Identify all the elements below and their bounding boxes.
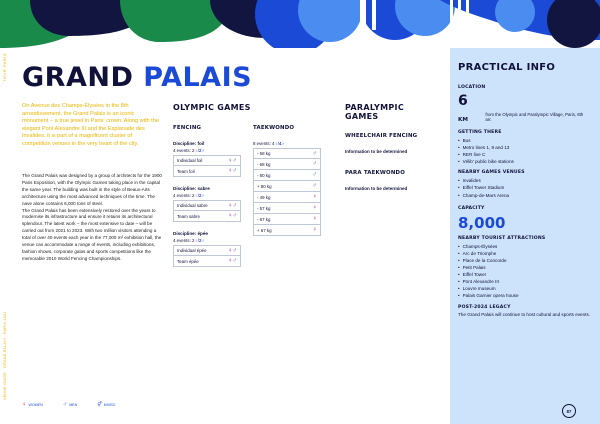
epee-events: 4 events: 2♀/2♂	[173, 238, 205, 243]
mixed-icon: ⚥	[97, 402, 102, 408]
wheelchair-fencing-info: Information to be determined	[345, 149, 408, 154]
attractions-list	[458, 243, 590, 300]
event-row: Individual épée ♀♂	[173, 245, 241, 256]
sabre-block	[173, 186, 241, 222]
gender-icons: ♀♂	[228, 202, 237, 209]
paralympic-heading-line2: GAMES	[345, 112, 379, 121]
foil-events: 4 events: 2♀/2♂	[173, 148, 205, 153]
taekwondo-events: 8 events: 4♀/4♂	[253, 141, 285, 146]
weight-class-row: - 57 kg ♀	[253, 203, 321, 214]
body-text	[22, 173, 162, 263]
body-paragraph: The Grand Palais has been extensively restored over the years to modernise its infrastructure and ensure it retains its architectural splendour. The latest work – the most extensive to date – will be carried out from 2021 to 2023. With two million visitors attending a total of over 40 events each year in the 77,000 m² exhibition hall, the venue can accommodate a range of events, including exhibitions, fashion shows, corporate galas and sports competitions like the memorable 2010 World Fencing Championships.	[22, 207, 162, 261]
weight-class-row: - 49 kg ♀	[253, 192, 321, 203]
female-icon: ♀	[194, 148, 198, 153]
practical-info-title: PRACTICAL INFO	[458, 62, 556, 73]
weight-class-row: - 80 kg ♂	[253, 170, 321, 181]
female-icon: ♀	[274, 141, 278, 146]
fencing-heading: FENCING	[173, 125, 202, 131]
female-icon: ♀	[312, 227, 317, 233]
event-row: Individual foil ♀♂	[173, 155, 241, 166]
female-icon: ♀	[194, 238, 198, 243]
nearby-venues-label: NEARBY GAMES VENUES	[458, 170, 525, 176]
list-item: • Vélib' public bike stations	[458, 158, 590, 165]
gender-icons: ♀♂	[228, 168, 237, 174]
male-icon: ♂	[201, 148, 205, 153]
paralympic-section	[345, 103, 445, 191]
olympic-section	[173, 103, 335, 264]
list-item: • Invalides	[458, 177, 590, 184]
page-title	[22, 62, 252, 93]
intro-paragraph: On Avenue des Champs-Élysées in the 8th arrondissement, the Grand Palais is an iconic monument – a true jewel in Paris' crown. Along with the elegant Pont Alexandre III and the Esplanade des Invalides, it is part of a magnificent cluster of competition venues in the very heart of the city.	[22, 103, 159, 147]
list-item: • Champs-Élysées	[458, 243, 590, 250]
list-item: • Palais Garnier opera house	[458, 292, 590, 299]
list-item: • Eiffel Tower Stadium	[458, 184, 590, 191]
wheelchair-fencing-heading: WHEELCHAIR FENCING	[345, 133, 418, 139]
male-icon: ♂	[312, 150, 317, 157]
male-icon: ♂	[62, 402, 68, 408]
distance-row	[458, 93, 590, 125]
fencing-column	[173, 125, 241, 267]
nearby-venues-list	[458, 177, 590, 198]
getting-there-list	[458, 137, 590, 165]
list-item: • Arc de Triomphe	[458, 250, 590, 257]
male-icon: ♂	[281, 141, 285, 146]
weight-class-row: + 67 kg ♀	[253, 225, 321, 236]
legend-mixed: ⚥ MIXED	[97, 402, 116, 408]
gender-legend	[22, 402, 115, 408]
male-icon: ♂	[312, 183, 317, 189]
event-row: Team épée ♀♂	[173, 256, 241, 267]
legacy-label: POST-2024 LEGACY	[458, 305, 511, 311]
female-icon: ♀	[194, 193, 198, 198]
page-number: 87	[562, 404, 576, 418]
capacity-label: CAPACITY	[458, 205, 485, 211]
event-row: Team sabre ♀♂	[173, 211, 241, 222]
gender-icons: ♀♂	[228, 213, 237, 219]
paralympic-heading-line1: PARALYMPIC	[345, 103, 404, 112]
male-icon: ♂	[201, 238, 205, 243]
title-part-grand: GRAND	[22, 62, 134, 93]
weight-class-row: - 67 kg ♀	[253, 214, 321, 225]
legend-women: ♀ WOMEN	[22, 402, 43, 408]
list-item: • Louvre museum	[458, 285, 590, 292]
epee-block	[173, 231, 241, 267]
legend-men: ♂ MEN	[62, 402, 78, 408]
list-item: • Champ-de-Mars Arena	[458, 192, 590, 199]
male-icon: ♂	[312, 161, 317, 167]
location-label: LOCATION	[458, 85, 486, 90]
gender-icons: ♀♂	[228, 157, 237, 164]
distance-text: from the Olympic and Paralympic Village, Paris, 8th arr.	[485, 111, 584, 123]
list-item: • Eiffel Tower	[458, 271, 590, 278]
gender-icons: ♀♂	[228, 258, 237, 264]
distance-value: 6 KM	[458, 93, 468, 123]
taekwondo-heading: TAEKWONDO	[253, 125, 295, 131]
para-taekwondo-heading: PARA TAEKWONDO	[345, 170, 406, 176]
gender-icons: ♀♂	[228, 247, 237, 254]
list-item: • Place de la Concorde	[458, 257, 590, 264]
list-item: • Metro lines 1, 9 and 13	[458, 144, 590, 151]
side-label-bottom: VENUE GUIDE · GRAND PALAIS · PARIS 2024	[3, 311, 7, 400]
weight-class-row: - 58 kg ♂	[253, 148, 321, 159]
male-icon: ♂	[201, 193, 205, 198]
getting-there-label: GETTING THERE	[458, 130, 502, 135]
list-item: • RER line C	[458, 151, 590, 158]
title-part-palais: PALAIS	[143, 62, 253, 93]
header-banner	[0, 0, 600, 48]
female-icon: ♀	[312, 216, 317, 222]
taekwondo-weight-table	[253, 148, 321, 236]
side-label-top: TOUR PARIS	[2, 52, 7, 82]
list-item: • Pont Alexandre III	[458, 278, 590, 285]
weight-class-row: - 68 kg ♂	[253, 159, 321, 170]
female-icon: ♀	[22, 402, 27, 408]
practical-info-panel	[450, 48, 600, 424]
list-item: • Petit Palais	[458, 264, 590, 271]
body-paragraph: The Grand Palais was designed by a group of architects for the 1900 Paris Exposition, with the Olympic Games taking place in the capital the same year. The building was built in the style of Beaux-Arts architecture using the most advanced techniques of the time. The nave alone contains 6,000 tons of steel.	[22, 173, 162, 206]
para-taekwondo-info: Information to be determined	[345, 186, 408, 191]
event-row: Individual sabre ♀♂	[173, 200, 241, 211]
foil-block	[173, 141, 241, 177]
olympic-heading: OLYMPIC GAMES	[173, 103, 251, 112]
capacity-value: 8,000	[458, 213, 506, 232]
male-icon: ♂	[312, 172, 317, 178]
sabre-events: 4 events: 2♀/2♂	[173, 193, 205, 198]
female-icon: ♀	[312, 205, 317, 211]
event-row: Team foil ♀♂	[173, 166, 241, 177]
legacy-text: The Grand Palais will continue to host cultural and sports events.	[458, 312, 591, 318]
sabre-label: Discipline: sabre	[173, 186, 210, 191]
epee-label: Discipline: épée	[173, 231, 208, 236]
foil-label: Discipline: foil	[173, 141, 205, 146]
list-item: • Bus	[458, 137, 590, 144]
attractions-label: NEARBY TOURIST ATTRACTIONS	[458, 235, 546, 241]
weight-class-row: + 80 kg ♂	[253, 181, 321, 192]
female-icon: ♀	[312, 194, 317, 200]
taekwondo-column	[253, 125, 321, 236]
